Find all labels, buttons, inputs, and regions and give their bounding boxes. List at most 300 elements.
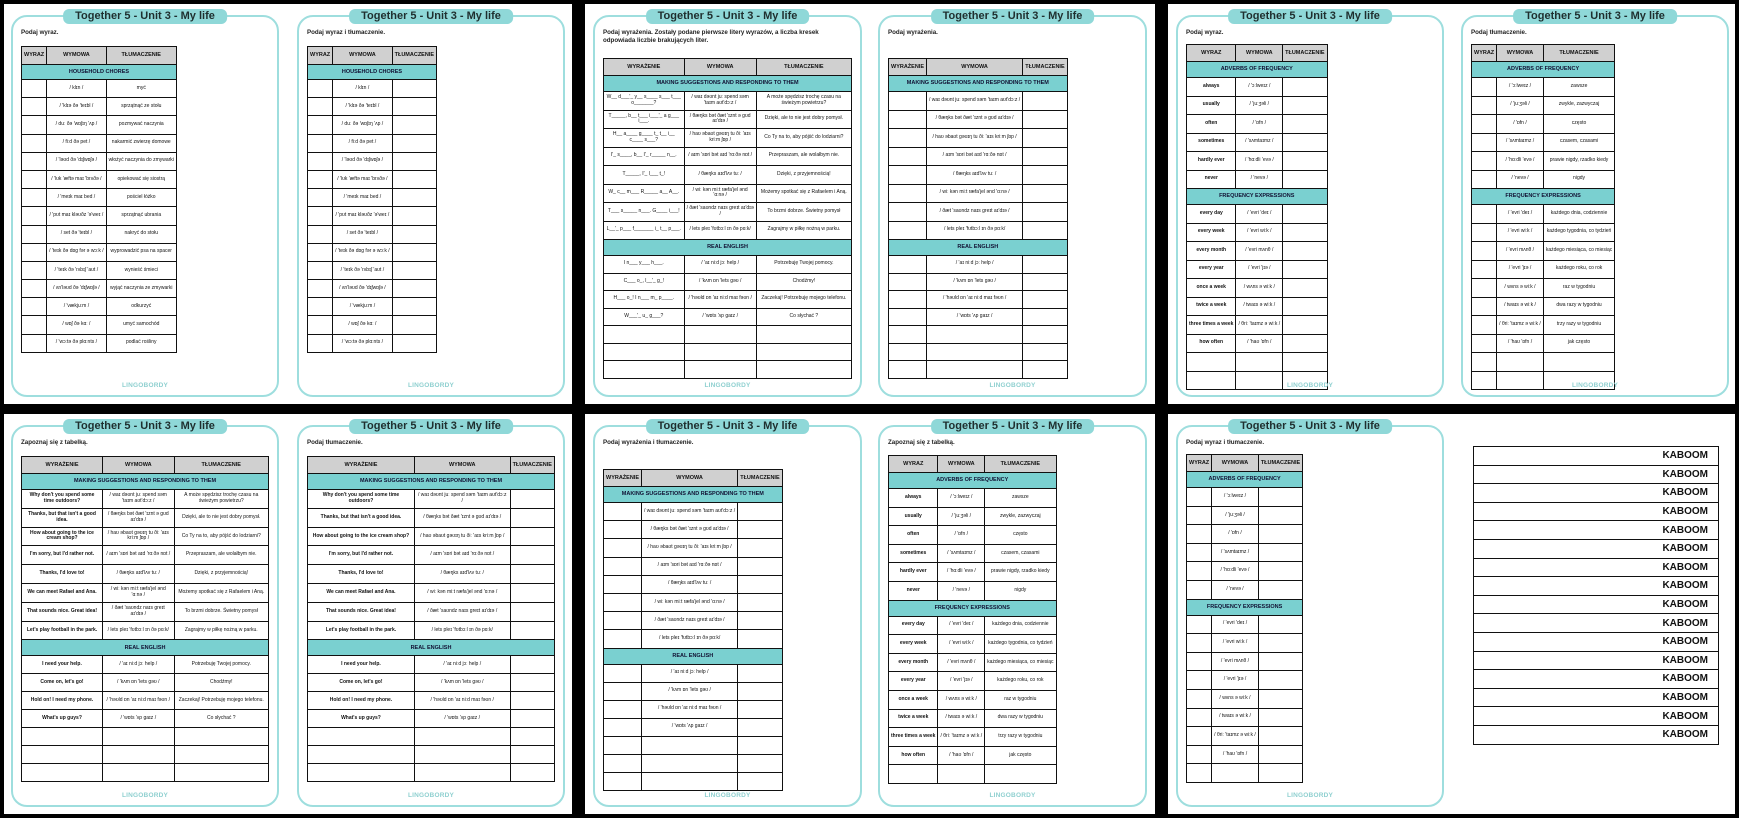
table-cell <box>1023 361 1067 379</box>
table-cell: nigdy <box>985 581 1056 600</box>
table-cell <box>889 291 927 309</box>
table-cell <box>1283 260 1327 279</box>
table-row <box>22 261 177 279</box>
table-cell: / klɪn / <box>47 80 106 98</box>
table-cell: ADVERBS OF FREQUENCY <box>1472 62 1615 78</box>
table-row <box>889 616 1057 635</box>
kaboom-row <box>1474 670 1719 689</box>
table-cell: Co słychać ? <box>174 710 268 728</box>
table-cell: / klɪn / <box>333 80 392 98</box>
table-cell: / θriː 'taɪmz ə wiːk / <box>1212 727 1259 746</box>
table-cell: / 'hɑːdli 'evə / <box>1236 152 1283 171</box>
table-cell: Thanks, I'd love to! <box>22 565 103 584</box>
table-row <box>22 692 269 710</box>
instruction-text: Podaj wyraz i tłumaczenie. <box>307 29 386 36</box>
table-cell <box>889 92 927 111</box>
worksheet-page <box>1461 10 1729 397</box>
table-cell <box>1187 671 1212 690</box>
table-cell <box>22 134 47 152</box>
table-cell <box>738 630 782 648</box>
table-cell <box>1023 184 1067 203</box>
table-row <box>22 583 269 602</box>
table-cell: A może spędzisz trochę czasu na świeżym powietrzu? <box>756 92 851 111</box>
table-row <box>22 170 177 188</box>
table-row <box>1187 260 1328 279</box>
table-row <box>308 674 555 692</box>
table-row <box>889 308 1068 326</box>
vocab-table <box>307 46 437 353</box>
table-cell <box>392 189 436 207</box>
table-cell <box>604 718 642 736</box>
table-cell <box>1472 115 1497 134</box>
table-cell <box>414 764 510 782</box>
page-title: Together 5 - Unit 3 - My life <box>349 9 513 24</box>
table-cell <box>1283 316 1327 335</box>
table-header-row <box>1472 45 1615 62</box>
table-cell: / θæŋks aɪd'lʌv tuː / <box>684 166 756 185</box>
table-cell: / 'kʌm ɒn 'lets gəʊ / <box>414 674 510 692</box>
table-row <box>308 746 555 764</box>
table-row <box>604 273 852 291</box>
table-row <box>604 343 852 361</box>
footer-brand: LINGOBORDY <box>121 792 169 799</box>
table-row <box>889 635 1057 654</box>
table-cell <box>738 772 782 790</box>
table-cell: / 'evri 'deɪ / <box>1212 615 1259 634</box>
table-cell: That sounds nice. Great idea! <box>22 602 103 621</box>
table-cell: / duː ðə 'wɒʃɪŋ 'ʌp / <box>47 116 106 134</box>
table-row <box>604 521 783 539</box>
table-cell <box>1283 152 1327 171</box>
table-row <box>889 291 1068 309</box>
table-cell: każdego miesiąca, co miesiąc <box>1543 242 1614 261</box>
table-cell: wyprowadzić psa na spacer <box>106 243 176 261</box>
table-cell <box>738 664 782 682</box>
table-cell: I'm sorry, but I'd rather not. <box>22 546 103 565</box>
table-cell: / 'teɪk ðə dɒg fər ə wɔːk / <box>333 243 392 261</box>
table-cell: / 'sʌmtaɪmz / <box>1497 133 1544 152</box>
table-row <box>604 92 852 111</box>
table-row <box>22 98 177 116</box>
page-title: Together 5 - Unit 3 - My life <box>1228 419 1392 434</box>
table-row <box>889 489 1057 508</box>
table-row <box>604 308 852 326</box>
table-cell <box>604 521 642 539</box>
table-cell: prawie nigdy, rzadko kiedy <box>1543 152 1614 171</box>
table-cell: TŁUMACZENIE <box>756 59 851 76</box>
table-cell <box>1472 223 1497 242</box>
table-cell <box>604 539 642 557</box>
table-cell <box>308 261 333 279</box>
table-cell <box>1472 152 1497 171</box>
table-cell: / 'sʌmtaɪmz / <box>1236 133 1283 152</box>
table-cell: T_____, b__ t___ i___'_ a g___ i___. <box>604 110 685 129</box>
table-cell <box>604 612 642 630</box>
vocab-table <box>888 455 1057 784</box>
table-cell: WYMOWA <box>1497 45 1544 62</box>
table-cell: / 'teɪk ðə 'rʌbɪʃ 'aʊt / <box>47 261 106 279</box>
table-cell: / wʌns ə wiːk / <box>1212 689 1259 708</box>
table-cell <box>22 261 47 279</box>
table-cell: Dzięki, ale to nie jest dobry pomysł. <box>174 508 268 527</box>
table-cell: / fiːd ðə pet / <box>47 134 106 152</box>
table-cell: / twaɪs ə wiːk / <box>1236 297 1283 316</box>
table-cell: WYMOWA <box>927 59 1023 76</box>
table-cell: opiekować się siostrą <box>106 170 176 188</box>
table-cell <box>927 361 1023 379</box>
table-cell: zawsze <box>985 489 1056 508</box>
table-cell <box>889 256 927 274</box>
kaboom-row <box>1474 521 1719 540</box>
table-cell: / θriː 'taɪmz ə wiːk / <box>938 728 985 747</box>
table-cell: / 'həʊld ɒn 'aɪ niːd maɪ fəʊn / <box>927 291 1023 309</box>
table-cell <box>22 225 47 243</box>
table-cell <box>604 343 685 361</box>
table-cell: / 'ləʊd ðə 'dɪʃwɒʃə / <box>333 152 392 170</box>
footer-brand: LINGOBORDY <box>704 792 751 799</box>
table-cell: / 'evri mʌnθ / <box>1212 652 1259 671</box>
table-cell <box>1283 223 1327 242</box>
table-cell: / 'evri 'deɪ / <box>1497 205 1544 224</box>
table-cell <box>1023 343 1067 361</box>
table-cell <box>392 298 436 316</box>
table-cell: / 'evri mʌnθ / <box>1497 242 1544 261</box>
table-row <box>22 621 269 640</box>
table-cell <box>1023 110 1067 129</box>
table-cell: / twaɪs ə wiːk / <box>1212 708 1259 727</box>
table-cell <box>738 682 782 700</box>
table-row <box>1472 260 1615 279</box>
kaboom-row <box>1474 614 1719 633</box>
table-cell: once a week <box>1187 279 1236 298</box>
table-cell: / 'haʊ 'ɒfn / <box>1236 334 1283 353</box>
kaboom-label: KABOOM <box>1474 577 1719 596</box>
table-cell <box>1283 115 1327 134</box>
table-cell: / 'aɪ niːd jɔː help / <box>103 656 175 674</box>
table-cell: jak często <box>1543 334 1614 353</box>
table-cell: / ʌn'ləʊd ðə 'dɪʃwɒʃə / <box>333 280 392 298</box>
table-cell: Come on, let's go! <box>308 674 415 692</box>
table-cell <box>604 630 642 648</box>
vocab-table <box>1186 44 1328 390</box>
table-cell: / wiː kən miːt ræfa'jel ənd 'ɑːnə / <box>927 184 1023 203</box>
table-row <box>1187 133 1328 152</box>
table-cell: How about going to the ice cream shop? <box>308 527 415 546</box>
table-row <box>889 343 1068 361</box>
table-cell: / ðæt 'saʊndz naɪs greɪt aɪ'dɪə / <box>414 602 510 621</box>
table-cell: always <box>1187 78 1236 97</box>
table-cell: / haʊ əbaʊt gəʊɪŋ tu ðiː 'aɪs kriːm ʃɒp / <box>103 527 175 546</box>
table-cell: Thanks, but that isn't a good idea. <box>308 508 415 527</box>
table-cell: / aɪm 'sɒri bət aɪd 'rɑːðə nɒt / <box>103 546 175 565</box>
table-cell: three times a week <box>1187 316 1236 335</box>
table-cell <box>1258 488 1302 507</box>
table-row <box>308 490 555 509</box>
table-cell: A może spędzisz trochę czasu na świeżym powietrzu? <box>174 490 268 509</box>
table-cell <box>889 129 927 148</box>
table-cell <box>510 546 554 565</box>
table-row <box>22 334 177 352</box>
table-cell: twice a week <box>889 709 938 728</box>
table-cell: / lets pleɪ 'fʊtbɔːl ɪn ðə pɑːk/ <box>684 221 756 240</box>
table-cell <box>1283 205 1327 224</box>
table-row <box>22 225 177 243</box>
table-cell <box>738 539 782 557</box>
table-cell: TŁUMACZENIE <box>985 456 1056 473</box>
instruction-text: Podaj wyraz i tłumaczenie. <box>1186 439 1265 446</box>
table-cell <box>1472 260 1497 279</box>
table-cell <box>1258 580 1302 599</box>
table-cell: To brzmi dobrze. Świetny pomysł <box>756 203 851 222</box>
table-row <box>308 316 437 334</box>
table-cell: MAKING SUGGESTIONS AND RESPONDING TO THEM <box>604 76 852 92</box>
kaboom-row <box>1474 447 1719 466</box>
table-cell: WYMOWA <box>1236 45 1283 62</box>
table-row <box>308 565 555 584</box>
table-cell <box>1023 273 1067 291</box>
table-row <box>604 612 783 630</box>
instruction-text: Podaj wyraz. <box>1186 29 1224 36</box>
table-cell: / lets pleɪ 'fʊtbɔːl ɪn ðə pɑːk/ <box>103 621 175 640</box>
kaboom-label: KABOOM <box>1474 502 1719 521</box>
table-row <box>889 507 1057 526</box>
table-cell: / 'wɔːtə ðə plɑːnts / <box>47 334 106 352</box>
table-cell: REAL ENGLISH <box>308 640 555 656</box>
section-row <box>308 640 555 656</box>
table-cell <box>174 728 268 746</box>
table-cell <box>1023 92 1067 111</box>
table-cell: TŁUMACZENIE <box>1023 59 1067 76</box>
table-cell: REAL ENGLISH <box>604 240 852 256</box>
table-cell: / 'wɒts 'ʌp gaɪz / <box>103 710 175 728</box>
table-row <box>889 184 1068 203</box>
table-row <box>22 243 177 261</box>
table-row <box>1187 115 1328 134</box>
table-cell <box>889 765 938 784</box>
section-row <box>889 473 1057 489</box>
table-cell: / 'kʌm ɒn 'lets gəʊ / <box>927 273 1023 291</box>
table-cell <box>22 98 47 116</box>
table-cell: L__'_ p___ f_______ i_ t__ p___. <box>604 221 685 240</box>
table-header-row <box>889 59 1068 76</box>
table-cell <box>1543 353 1614 372</box>
table-cell <box>1187 727 1212 746</box>
table-cell: every year <box>889 672 938 691</box>
table-row <box>1472 316 1615 335</box>
table-cell <box>308 298 333 316</box>
table-cell: ADVERBS OF FREQUENCY <box>1187 472 1303 488</box>
table-cell: / 'haʊ 'ɒfn / <box>938 746 985 765</box>
table-cell: / wʌns ə wiːk / <box>1497 279 1544 298</box>
table-cell <box>1283 242 1327 261</box>
table-row <box>889 273 1068 291</box>
table-row <box>604 221 852 240</box>
table-row <box>1472 133 1615 152</box>
table-cell: / 'ɔːlweɪz / <box>938 489 985 508</box>
table-cell: What's up guys? <box>22 710 103 728</box>
table-cell: W__ d___'_ y__ s____ s___ t___ o_______? <box>604 92 685 111</box>
table-cell: Let's play football in the park. <box>308 621 415 640</box>
table-row <box>889 544 1057 563</box>
table-cell: That sounds nice. Great idea! <box>308 602 415 621</box>
table-cell: hardly ever <box>889 563 938 582</box>
table-row <box>889 129 1068 148</box>
table-cell <box>985 765 1056 784</box>
table-cell <box>1023 166 1067 185</box>
worksheet-page <box>297 420 565 807</box>
table-cell <box>1258 652 1302 671</box>
table-cell <box>738 612 782 630</box>
table-row <box>22 602 269 621</box>
table-cell: / wiː kən miːt ræfa'jel ənd 'ɑːnə / <box>103 583 175 602</box>
table-row <box>22 189 177 207</box>
section-row <box>22 65 177 80</box>
table-cell <box>1472 316 1497 335</box>
table-row <box>1187 689 1303 708</box>
table-cell <box>604 361 685 379</box>
table-cell: HOUSEHOLD CHORES <box>22 65 177 80</box>
table-cell <box>756 343 851 361</box>
table-cell: / 'ɒfn / <box>1236 115 1283 134</box>
table-cell: WYRAŻENIE <box>604 59 685 76</box>
table-cell: WYMOWA <box>642 470 738 487</box>
table-row <box>22 710 269 728</box>
table-cell: Co Ty na to, aby pójść do lodziarni? <box>174 527 268 546</box>
table-row <box>604 682 783 700</box>
table-cell: / θæŋks bət ðæt 'ɪznt ə gʊd aɪ'dɪə / <box>684 110 756 129</box>
table-cell: sometimes <box>889 544 938 563</box>
page-title: Together 5 - Unit 3 - My life <box>646 419 810 434</box>
table-cell <box>1472 133 1497 152</box>
table-cell: / 'kʌm ɒn 'lets gəʊ / <box>642 682 738 700</box>
table-cell <box>1472 96 1497 115</box>
table-row <box>889 581 1057 600</box>
table-cell: / 'juːʒəli / <box>1236 96 1283 115</box>
table-cell: TŁUMACZENIE <box>392 47 436 65</box>
table-cell: każdego tygodnia, co tydzień <box>985 635 1056 654</box>
table-cell <box>1023 326 1067 344</box>
table-cell: every month <box>889 653 938 672</box>
table-cell: WYRAZ <box>889 456 938 473</box>
table-cell: dwa razy w tygodniu <box>985 709 1056 728</box>
table-cell: / ðæt 'saʊndz naɪs greɪt aɪ'dɪə / <box>642 612 738 630</box>
table-cell: / 'klɪə ðə 'teɪbl / <box>47 98 106 116</box>
table-cell: Hold on! I need my phone. <box>308 692 415 710</box>
table-cell: C___ o_, l__'_ g_! <box>604 273 685 291</box>
table-cell <box>1258 689 1302 708</box>
table-cell: Co słychać ? <box>756 308 851 326</box>
table-cell: / θriː 'taɪmz ə wiːk / <box>1497 316 1544 335</box>
table-cell <box>1023 308 1067 326</box>
table-row <box>308 546 555 565</box>
table-cell: każdego roku, co rok <box>1543 260 1614 279</box>
table-cell <box>103 764 175 782</box>
table-cell: / 'evri wiːk / <box>1236 223 1283 242</box>
table-cell <box>22 316 47 334</box>
table-cell <box>510 508 554 527</box>
table-cell: / waɪ dəʊnt juː spend səm 'taɪm aʊt'dɔːz / <box>414 490 510 509</box>
table-cell: usually <box>889 507 938 526</box>
table-row <box>308 298 437 316</box>
table-cell: / 'ɔːlweɪz / <box>1497 78 1544 97</box>
table-cell <box>392 243 436 261</box>
table-row <box>889 563 1057 582</box>
table-cell: usually <box>1187 96 1236 115</box>
table-cell: twice a week <box>1187 297 1236 316</box>
table-cell <box>927 343 1023 361</box>
table-row <box>308 207 437 225</box>
table-cell: / waɪ dəʊnt juː spend səm 'taɪm aʊt'dɔːz / <box>642 503 738 521</box>
kaboom-label: KABOOM <box>1474 614 1719 633</box>
table-cell <box>22 243 47 261</box>
table-cell <box>22 728 103 746</box>
table-cell <box>604 503 642 521</box>
section-row <box>889 240 1068 256</box>
instruction-text: Podaj wyrażenia. <box>888 29 938 36</box>
kaboom-label: KABOOM <box>1474 521 1719 540</box>
table-cell: raz w tygodniu <box>1543 279 1614 298</box>
table-row <box>308 527 555 546</box>
table-cell <box>1283 353 1327 372</box>
table-cell: / haʊ əbaʊt gəʊɪŋ tu ðiː 'aɪs kriːm ʃɒp / <box>642 539 738 557</box>
worksheet-page <box>878 10 1147 397</box>
table-row <box>308 656 555 674</box>
table-cell <box>308 134 333 152</box>
table-row <box>604 593 783 611</box>
kaboom-table <box>1473 446 1719 745</box>
table-cell <box>22 152 47 170</box>
table-cell: Zaczekaj! Potrzebuję mojego telefonu. <box>756 291 851 309</box>
table-cell <box>1283 279 1327 298</box>
table-cell: WYRAŻENIE <box>308 457 415 474</box>
table-cell: zwykle, zazwyczaj <box>1543 96 1614 115</box>
table-cell <box>392 334 436 352</box>
table-row <box>889 746 1057 765</box>
table-cell <box>604 736 642 754</box>
table-cell <box>392 116 436 134</box>
instruction-text: Podaj wyrażenia. Zostały podane pierwsze litery wyrazów, a liczba kresek odpowiada liczbie brakujących liter. <box>603 29 819 45</box>
table-cell <box>174 764 268 782</box>
kaboom-row <box>1474 595 1719 614</box>
table-row <box>22 674 269 692</box>
instruction-text: Zapoznaj się z tabelką. <box>888 439 955 446</box>
table-cell: / 'evri mʌnθ / <box>938 653 985 672</box>
table-cell: every week <box>1187 223 1236 242</box>
table-row <box>1187 506 1303 525</box>
table-cell: / ʌn'ləʊd ðə 'dɪʃwɒʃə / <box>47 280 106 298</box>
table-cell: every week <box>889 635 938 654</box>
table-cell <box>1236 353 1283 372</box>
section-row <box>1187 472 1303 488</box>
table-cell: Chodźmy! <box>756 273 851 291</box>
table-cell: jak często <box>985 746 1056 765</box>
table-cell: / 'haʊ 'ɒfn / <box>1497 334 1544 353</box>
table-cell: / haʊ əbaʊt gəʊɪŋ tu ðiː 'aɪs kriːm ʃɒp / <box>414 527 510 546</box>
table-cell <box>1258 562 1302 581</box>
table-cell <box>1472 297 1497 316</box>
section-row <box>604 240 852 256</box>
table-cell: FREQUENCY EXPRESSIONS <box>1187 189 1328 205</box>
table-cell: MAKING SUGGESTIONS AND RESPONDING TO THEM <box>22 474 269 490</box>
table-cell: / θæŋks aɪd'lʌv tuː / <box>103 565 175 584</box>
table-cell <box>604 593 642 611</box>
table-cell: / haʊ əbaʊt gəʊɪŋ tu ðiː 'aɪs kriːm ʃɒp / <box>927 129 1023 148</box>
table-cell <box>1497 353 1544 372</box>
table-row <box>22 656 269 674</box>
table-row <box>22 280 177 298</box>
page-title: Together 5 - Unit 3 - My life <box>931 419 1095 434</box>
table-cell: / 'vækjuːm / <box>333 298 392 316</box>
